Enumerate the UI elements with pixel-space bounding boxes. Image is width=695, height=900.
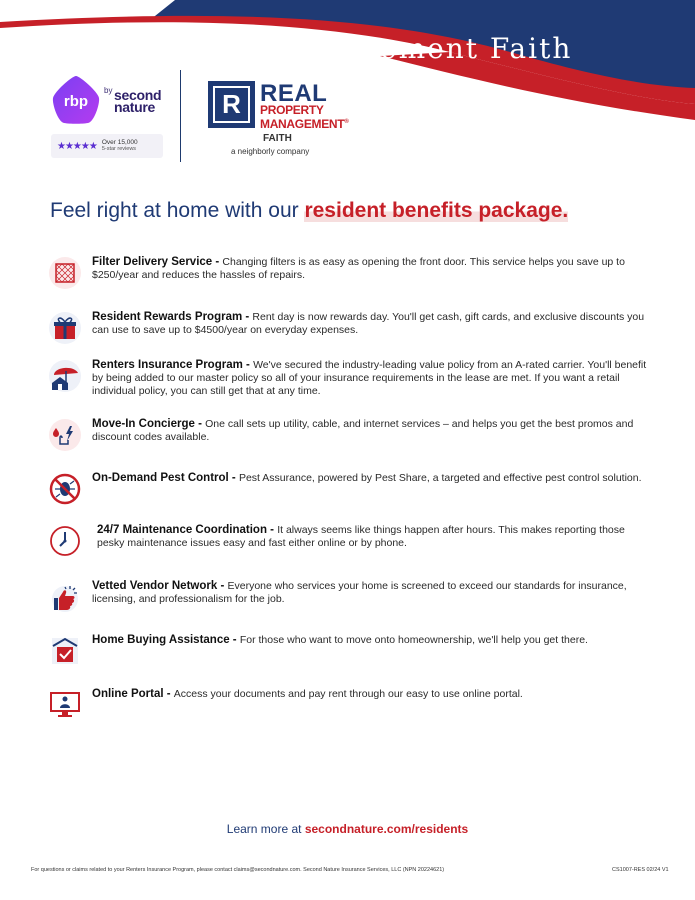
page-headline: [50, 199, 568, 223]
rbp-by-text: by: [104, 86, 113, 95]
rpm-logo-letter: R: [213, 86, 250, 123]
document-code: CS1007-RES 02/24 V1: [612, 867, 669, 873]
headline-prefix: Feel right at home with our: [50, 199, 305, 222]
rbp-logo-text: rbp: [63, 93, 89, 110]
benefit-desc: It always seems like things happen after hours. This makes reporting those pesky maintenance issues easy and fast either online or by phone.: [97, 524, 625, 549]
benefit-title: Filter Delivery Service -: [92, 256, 223, 268]
benefit-title: Move-In Concierge -: [92, 418, 206, 430]
benefit-title: On-Demand Pest Control -: [92, 472, 239, 484]
benefit-title: Vetted Vendor Network -: [92, 580, 228, 592]
headline-highlight: resident benefits package.: [304, 199, 569, 222]
benefit-desc: Everyone who services your home is screened to exceed our standards for insurance, licensing, and professionalism for the job.: [92, 580, 627, 605]
gift-icon: [48, 311, 82, 345]
benefit-desc: For those who want to move onto homeownership, we'll help you get there.: [239, 634, 588, 646]
learn-more-link[interactable]: secondnature.com/residents: [304, 822, 469, 836]
benefit-title: 24/7 Maintenance Coordination -: [97, 524, 278, 536]
benefit-title: Home Buying Assistance -: [92, 634, 240, 646]
rpm-company-text: a neighborly company: [231, 147, 310, 156]
rpm-name: [260, 104, 348, 130]
thumbs-up-icon: [48, 580, 82, 614]
rating-count: Over 15,000: [101, 139, 138, 146]
rpm-faith-text: FAITH: [263, 133, 292, 144]
rbp-logo-icon: [50, 74, 102, 126]
benefit-title: Resident Rewards Program -: [92, 311, 253, 323]
second-nature-wordmark: second nature: [114, 87, 162, 115]
rpm-logo-icon: [208, 81, 255, 128]
benefit-desc: Pest Assurance, powered by Pest Share, a targeted and effective pest control solution.: [238, 472, 642, 484]
benefit-desc: Access your documents and pay rent through our easy to use online portal.: [173, 688, 523, 700]
benefit-title: Online Portal -: [92, 688, 174, 700]
benefit-title: Renters Insurance Program -: [92, 359, 254, 371]
utilities-icon: [48, 418, 82, 452]
learn-more-prefix: Learn more at: [226, 822, 305, 836]
header-title: Management Faith: [272, 32, 573, 65]
home-check-icon: [48, 634, 82, 668]
filter-icon: [48, 256, 82, 290]
benefit-desc: Rent day is now rewards day. You'll get cash, gift cards, and exclusive discounts you can use to save up to $4500/year on everyday expenses.: [92, 311, 645, 336]
rpm-real-text: REAL: [260, 80, 328, 107]
benefit-desc: One call sets up utility, cable, and internet services – and helps you get the best promos and discount codes available.: [92, 418, 634, 443]
umbrella-house-icon: [48, 359, 82, 393]
five-stars-icon: ★★★★★: [57, 140, 97, 152]
fine-print: For questions or claims related to your Renters Insurance Program, please contact claims@secondnature.com. Second Nature Insurance Services, LLC (NPN 20224621): [31, 867, 445, 873]
rating-badge: [51, 134, 163, 158]
logo-divider: [180, 70, 181, 162]
rpm-registered-mark: ®: [344, 119, 349, 125]
no-pest-icon: [48, 472, 82, 506]
clock-icon: [48, 524, 82, 558]
monitor-icon: [48, 688, 82, 722]
benefit-desc: We've secured the industry-leading value policy from an A-rated carrier. You'll benefit by being added to our master policy so all of your insurance requirements in the lease are met. If you want a retail individual policy, you can still get that at any time.: [92, 359, 647, 397]
rpm-line-management: MANAGEMENT: [260, 117, 345, 131]
benefit-desc: Changing filters is as easy as opening the front door. This service helps you save up to $250/year and reduces the hassles of repairs.: [92, 256, 625, 281]
rating-sub: 5-star reviews: [101, 146, 137, 152]
rpm-line-property: PROPERTY: [260, 103, 324, 117]
learn-more-line: [0, 822, 695, 836]
